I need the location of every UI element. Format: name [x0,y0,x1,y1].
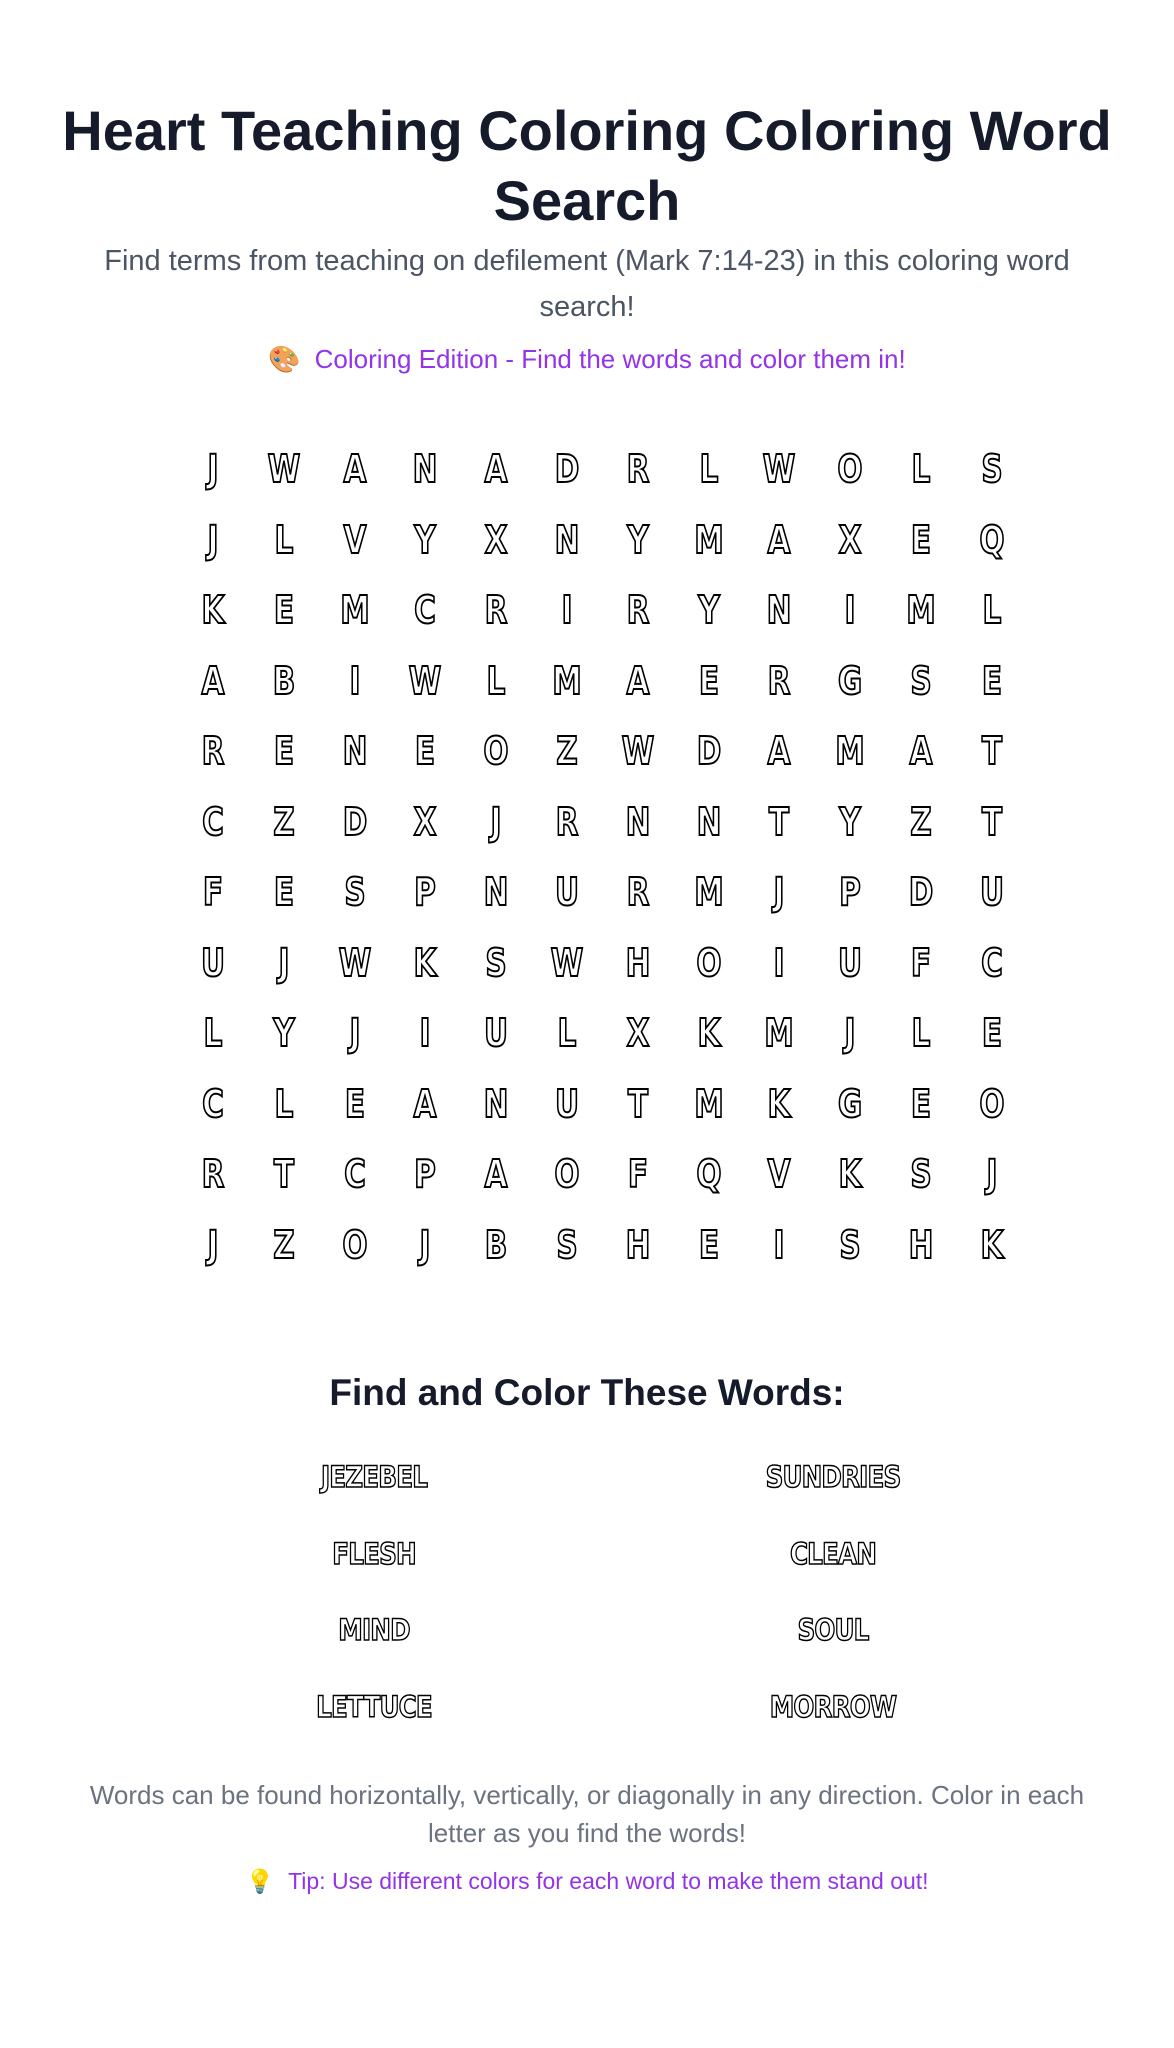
grid-cell[interactable]: J [349,1011,361,1055]
grid-cell[interactable]: K [413,940,437,985]
grid-cell[interactable]: E [344,1081,365,1126]
grid-cell[interactable]: J [986,1152,998,1196]
grid-cell[interactable]: I [349,658,361,703]
grid-cell[interactable]: L [911,447,931,491]
grid-cell[interactable]: A [201,658,225,703]
grid-cell[interactable]: M [693,870,724,914]
grid-cell[interactable]: X [413,799,437,844]
grid-cell[interactable]: I [419,1011,431,1055]
grid-cell[interactable]: Y [627,517,649,562]
grid-cell[interactable]: O [837,447,863,491]
word-list-item: JEZEBEL [320,1460,428,1494]
tip [0,1868,1174,1895]
grid-cell[interactable]: R [626,870,650,914]
grid-cell[interactable]: L [982,588,1002,632]
grid-cell[interactable]: N [483,1081,509,1126]
grid-cell[interactable]: L [274,1081,294,1126]
grid-cell[interactable]: Q [695,1152,722,1196]
grid-cell[interactable]: M [906,588,936,632]
grid-cell[interactable]: S [556,1222,578,1267]
grid-cell[interactable]: N [412,447,438,491]
grid-cell[interactable]: P [414,1152,437,1196]
grid-cell[interactable]: T [981,729,1002,773]
word-list-item: MIND [338,1613,410,1647]
grid-cell[interactable]: S [910,658,932,703]
word-list-item: FLESH [332,1536,416,1571]
grid-cell[interactable]: I [773,1222,785,1267]
grid-cell[interactable]: W [267,447,301,491]
grid-cell[interactable]: A [413,1081,437,1126]
grid-cell[interactable]: J [419,1222,431,1267]
grid-cell[interactable]: N [342,729,368,773]
grid-cell[interactable]: S [981,447,1003,491]
word-list-item: LETTUCE [316,1689,432,1724]
grid-cell[interactable]: K [201,588,225,632]
grid-cell[interactable]: E [698,658,719,703]
grid-cell[interactable]: G [838,658,863,703]
grid-cell[interactable]: I [561,588,573,632]
grid-cell[interactable]: U [979,870,1004,914]
grid-cell[interactable]: R [555,799,579,844]
grid-cell[interactable]: E [910,517,932,562]
instructions-text: Words can be found horizontally, vertically, or diagonally in any direction. Color in each letter as you find the words! [89,1780,1085,1848]
grid-cell[interactable]: C [202,799,224,844]
word-list-item: CLEAN [789,1536,877,1571]
grid-cell[interactable]: F [627,1152,648,1196]
grid-cell[interactable]: N [554,517,580,562]
grid-cell[interactable]: C [343,1152,366,1196]
grid-cell[interactable]: J [844,1011,856,1055]
grid-cell[interactable]: V [767,1152,791,1196]
grid-cell[interactable]: P [414,870,437,914]
grid-cell[interactable]: L [203,1011,223,1055]
grid-cell[interactable]: S [910,1152,932,1196]
grid-cell[interactable]: U [554,1081,580,1126]
lightbulb-icon: 💡 [245,1868,275,1894]
grid-cell[interactable]: O [979,1081,1005,1126]
grid-cell[interactable]: Z [556,729,578,773]
grid-cell[interactable]: U [554,870,580,914]
grid-cell[interactable]: O [341,1222,368,1267]
grid-cell[interactable]: L [486,658,506,703]
grid-cell[interactable]: O [483,729,509,773]
grid-cell[interactable]: D [342,799,367,844]
word-list-item: SOUL [797,1613,869,1647]
grid-cell[interactable]: E [910,1081,932,1126]
grid-cell[interactable]: M [339,588,370,632]
grid-cell[interactable]: L [274,517,294,562]
grid-cell[interactable]: Z [273,1222,295,1267]
grid-cell[interactable]: Z [273,799,295,844]
grid-cell[interactable]: J [490,799,502,844]
grid-cell[interactable]: M [693,1081,724,1126]
word-list-item: MORROW [769,1689,897,1724]
grid-cell[interactable]: K [767,1081,791,1126]
grid-cell[interactable]: O [695,940,722,985]
grid-cell[interactable]: O [554,1152,580,1196]
word-search-grid [178,434,1028,1284]
grid-cell[interactable]: M [835,729,865,773]
grid-cell[interactable]: Y [273,1011,295,1055]
grid-cell[interactable]: F [202,870,224,914]
grid-cell[interactable]: N [625,799,651,844]
grid-cell[interactable]: R [484,588,508,632]
grid-cell[interactable]: L [699,447,719,491]
grid-cell[interactable]: T [981,799,1002,844]
grid-cell[interactable]: E [273,588,294,632]
grid-cell[interactable]: X [626,1011,650,1055]
grid-cell[interactable]: W [338,940,371,985]
grid-cell[interactable]: D [908,870,934,914]
grid-cell[interactable]: K [980,1222,1004,1267]
coloring-edition-tagline [0,344,1174,375]
tagline-text: Coloring Edition - Find the words and color them in! [314,344,906,374]
grid-cell[interactable]: L [557,1011,577,1055]
grid-cell[interactable]: I [773,940,785,985]
grid-cell[interactable]: T [273,1152,294,1196]
grid-cell[interactable]: R [626,588,650,632]
grid-cell[interactable]: S [343,870,366,914]
palette-icon: 🎨 [268,344,301,374]
grid-cell[interactable]: C [980,940,1003,985]
grid-cell[interactable]: W [409,658,442,703]
grid-cell[interactable]: E [981,658,1002,703]
grid-cell[interactable]: V [343,517,367,562]
grid-cell[interactable]: E [273,729,294,773]
grid-cell[interactable]: A [626,658,650,703]
grid-cell[interactable]: W [763,447,796,491]
grid-cell[interactable]: C [414,588,437,632]
page-subtitle: Find terms from teaching on defilement (Mark 7:14-23) in this coloring word search! [104,245,1070,323]
grid-cell[interactable]: W [621,729,655,773]
grid-cell[interactable]: P [839,870,862,914]
grid-cell[interactable]: J [207,1222,219,1267]
grid-cell[interactable]: Z [910,799,932,844]
grid-cell[interactable]: A [767,729,791,773]
grid-cell[interactable]: X [838,517,862,562]
grid-cell[interactable]: J [278,940,290,985]
grid-cell[interactable]: A [343,447,367,491]
grid-cell[interactable]: G [838,1081,863,1126]
grid-cell[interactable]: A [767,517,791,562]
grid-cell[interactable]: H [908,1222,934,1267]
grid-cell[interactable]: J [207,447,219,491]
grid-cell[interactable]: E [415,729,436,773]
grid-cell[interactable]: J [773,870,785,914]
grid-cell[interactable]: D [554,447,580,491]
grid-cell[interactable]: J [207,517,219,562]
grid-cell[interactable]: M [552,658,582,703]
tip-text: Tip: Use different colors for each word to make them stand out! [288,1868,929,1894]
grid-cell[interactable]: T [627,1081,648,1126]
grid-cell[interactable]: K [838,1152,862,1196]
word-list-item: SUNDRIES [765,1460,901,1494]
grid-cell[interactable]: R [201,1152,225,1196]
grid-cell[interactable]: U [484,1011,509,1055]
grid-cell[interactable]: C [202,1081,224,1126]
grid-cell[interactable]: A [484,1152,508,1196]
grid-cell[interactable]: M [764,1011,795,1055]
grid-cell[interactable]: E [981,1011,1002,1055]
grid-cell[interactable]: R [767,658,791,703]
page-title: Heart Teaching Coloring Coloring Word Search [62,99,1112,232]
word-list-heading: Find and Color These Words: [329,1372,845,1413]
grid-cell[interactable]: K [697,1011,721,1055]
grid-cell[interactable]: D [696,729,721,773]
grid-cell[interactable]: R [201,729,225,773]
grid-cell[interactable]: L [911,1011,931,1055]
grid-cell[interactable]: R [626,447,650,491]
grid-cell[interactable]: S [485,940,507,985]
grid-cell[interactable]: H [625,940,651,985]
grid-cell[interactable]: E [698,1222,719,1267]
grid-cell[interactable]: Y [414,517,437,562]
grid-cell[interactable]: I [844,588,856,632]
grid-cell[interactable]: N [696,799,722,844]
grid-cell[interactable]: Q [979,517,1005,562]
grid-cell[interactable]: B [272,658,296,703]
grid-cell[interactable]: N [766,588,792,632]
grid-cell[interactable]: N [483,870,509,914]
grid-cell[interactable]: X [484,517,508,562]
grid-cell[interactable]: S [839,1222,861,1267]
grid-cell[interactable]: F [910,940,932,985]
grid-cell[interactable]: U [838,940,863,985]
grid-cell[interactable]: A [484,447,508,491]
grid-cell[interactable]: H [625,1222,651,1267]
grid-cell[interactable]: E [273,870,294,914]
grid-cell[interactable]: U [200,940,226,985]
grid-cell[interactable]: M [693,517,724,562]
grid-cell[interactable]: Y [839,799,861,844]
grid-cell[interactable]: B [484,1222,508,1267]
grid-cell[interactable]: T [769,799,790,844]
grid-cell[interactable]: W [550,940,584,985]
grid-cell[interactable]: Y [697,588,720,632]
grid-cell[interactable]: A [909,729,933,773]
